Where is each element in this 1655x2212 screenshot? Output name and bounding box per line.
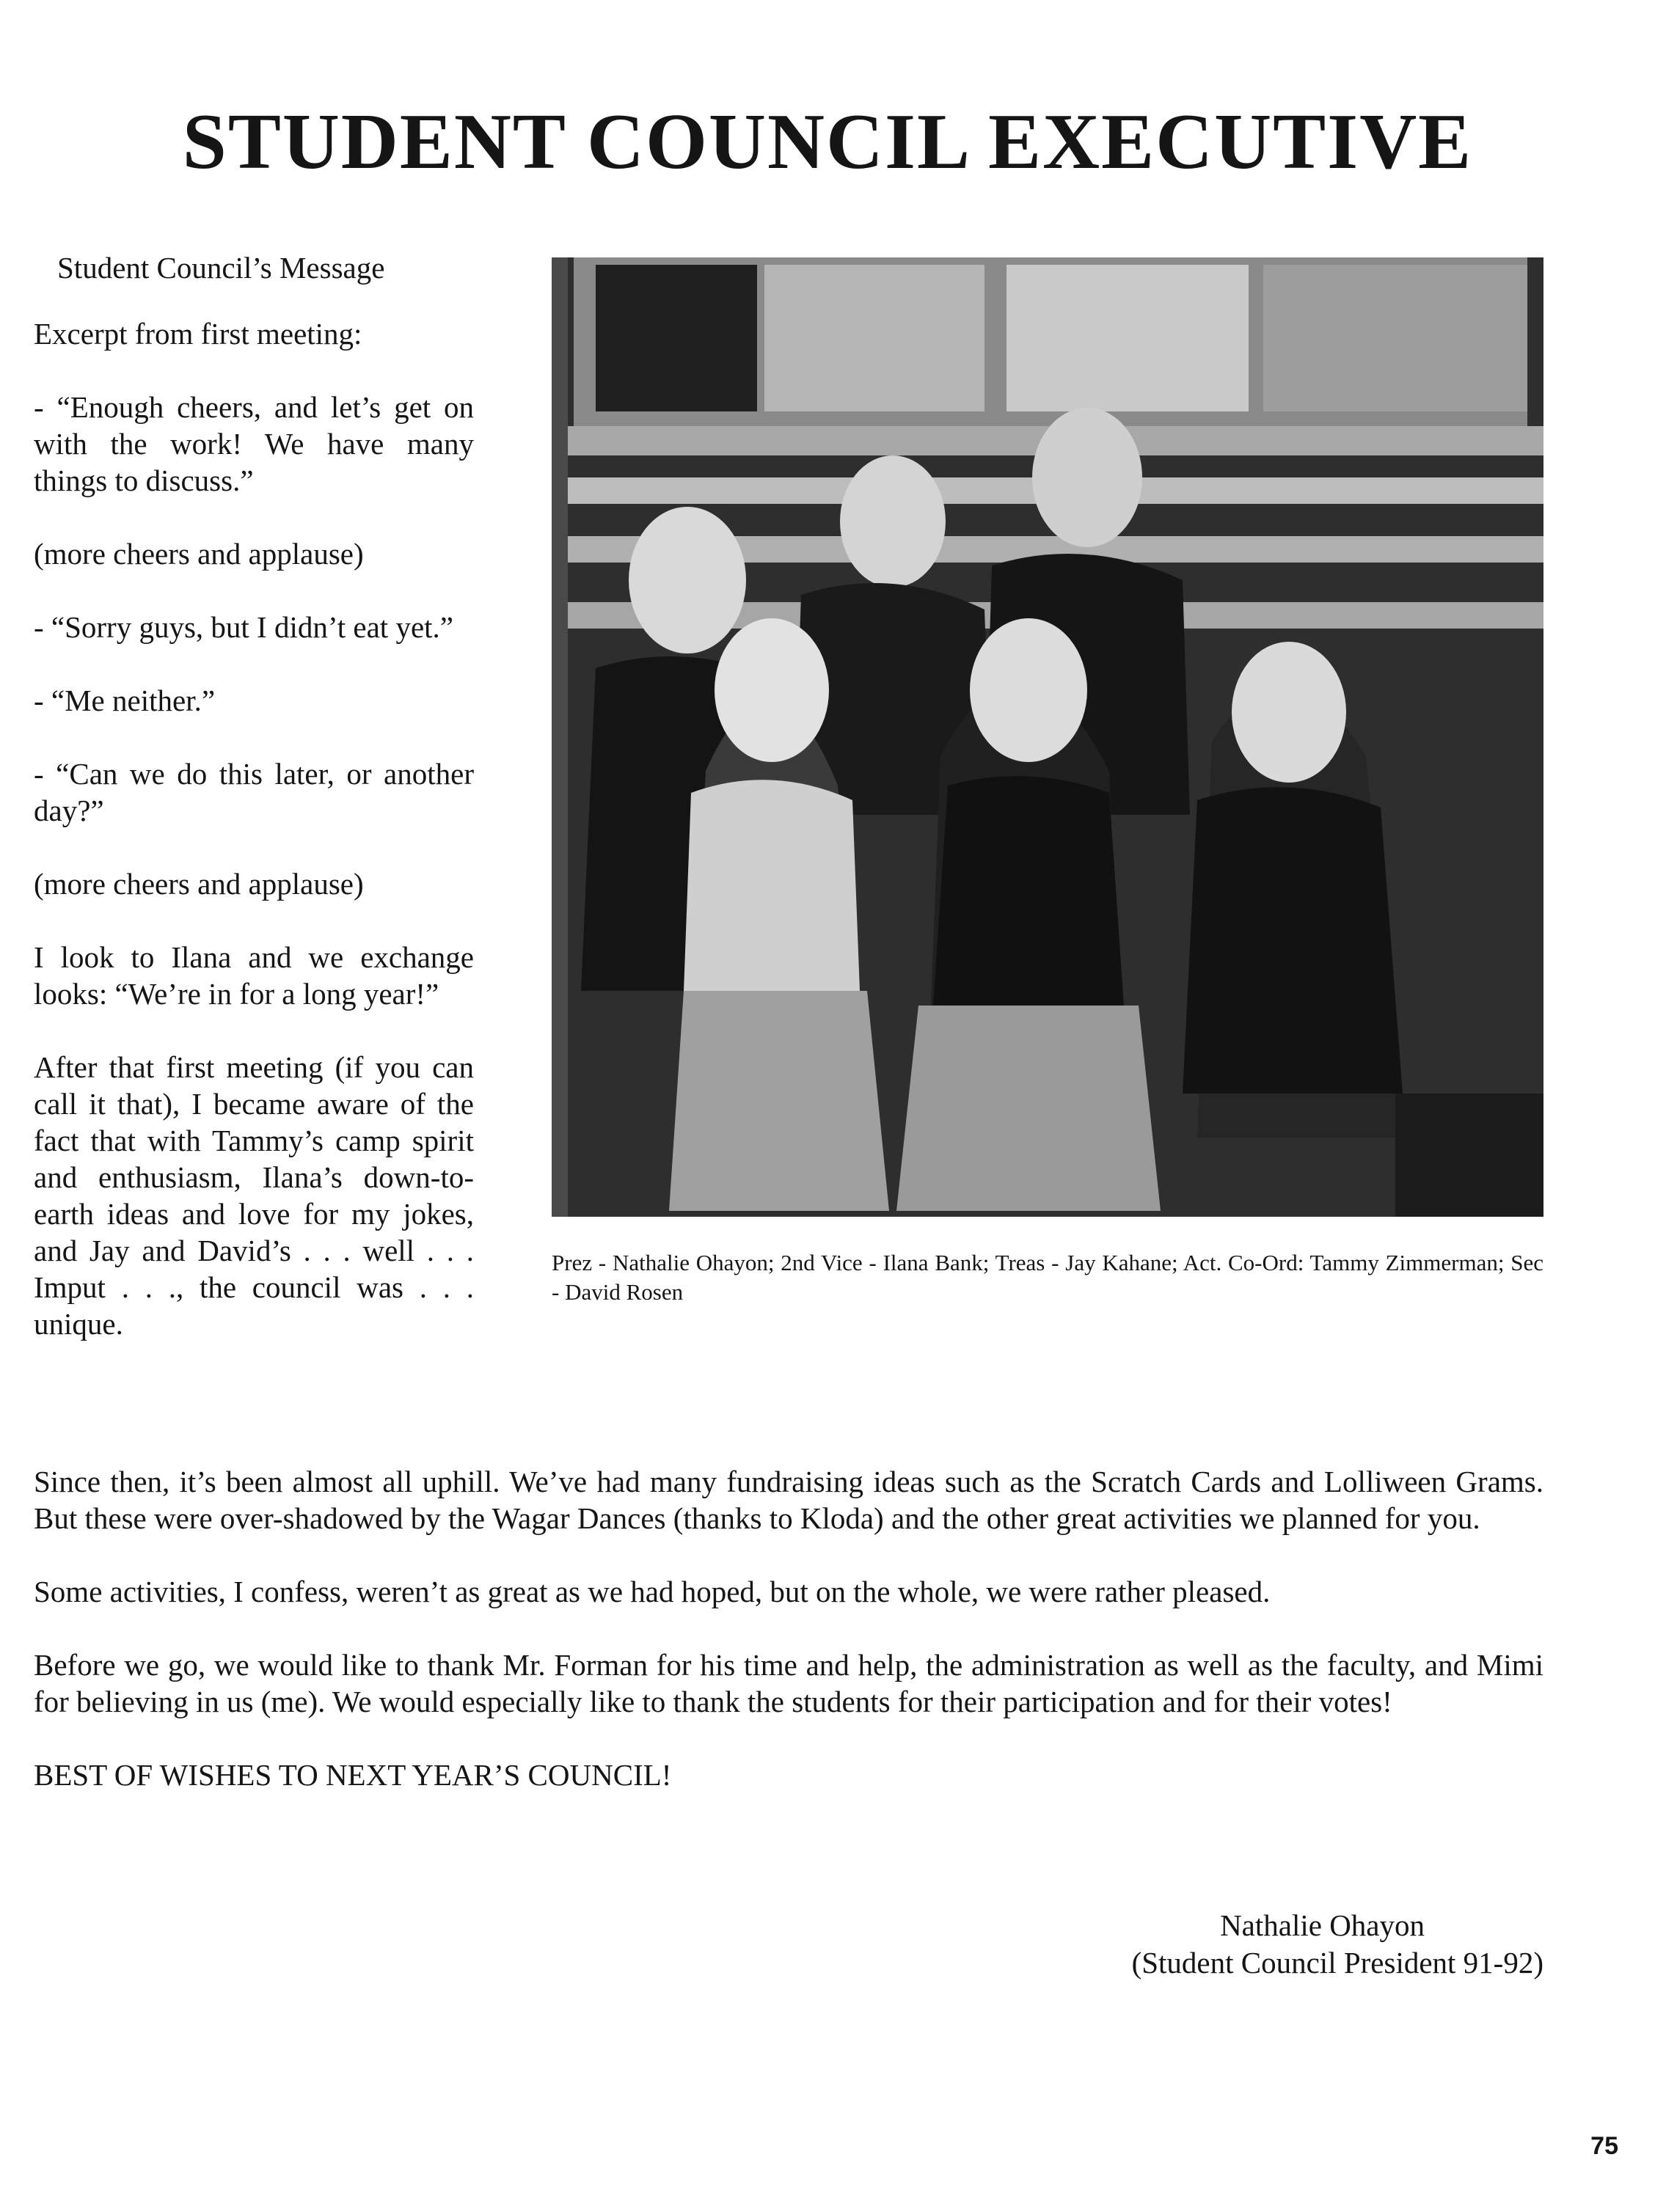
message-paragraph: - “Can we do this later, or another day?” xyxy=(34,757,474,827)
closing-line: BEST OF WISHES TO NEXT YEAR’S COUNCIL! xyxy=(34,1758,672,1792)
message-paragraph: - “Sorry guys, but I didn’t eat yet.” xyxy=(34,610,453,644)
council-message-column xyxy=(34,249,474,1379)
message-paragraph: (more cheers and applause) xyxy=(34,867,364,901)
message-paragraph: After that first meeting (if you can call it that), I became aware of the fact that with Tammy’s camp spirit and enthusiasm, Ilana’s down-to-earth ideas and love for my jokes, and Jay and David’s . . . well . . . Imput . . ., the council was . . . unique. xyxy=(34,1050,474,1341)
message-paragraph: Excerpt from first meeting: xyxy=(34,317,362,351)
message-paragraph: I look to Ilana and we exchange looks: “We’re in for a long year!” xyxy=(34,940,474,1011)
page-title: STUDENT COUNCIL EXECUTIVE xyxy=(182,98,1473,186)
message-body xyxy=(34,1463,1543,1830)
message-paragraph: - “Enough cheers, and let’s get on with the work! We have many things to discuss.” xyxy=(34,390,474,497)
photo-caption: Prez - Nathalie Ohayon; 2nd Vice - Ilana Bank; Treas - Jay Kahane; Act. Co-Ord: Tammy Zimmerman; Sec - David Rosen xyxy=(552,1250,1543,1305)
group-photo-illustration xyxy=(552,257,1543,1217)
signature-name: Nathalie Ohayon xyxy=(1220,1908,1425,1942)
signature-block xyxy=(1132,1907,1543,1982)
message-paragraph: (more cheers and applause) xyxy=(34,537,364,571)
body-paragraph: Before we go, we would like to thank Mr. Forman for his time and help, the administration as well as the faculty, and Mimi for believing in us (me). We would especially like to thank the students for their participation and for their votes! xyxy=(34,1648,1543,1718)
body-paragraph: Since then, it’s been almost all uphill. We’ve had many fundraising ideas such as the Scratch Cards and Lolliween Grams. But these were over-shadowed by the Wagar Dances (thanks to Kloda) and the other great activities we planned for you. xyxy=(34,1465,1543,1535)
signature-role: (Student Council President 91-92) xyxy=(1131,1946,1543,1980)
message-heading: Student Council’s Message xyxy=(57,251,385,285)
group-photo xyxy=(552,257,1543,1217)
body-paragraph: Some activities, I confess, weren’t as great as we had hoped, but on the whole, we were rather pleased. xyxy=(34,1575,1271,1608)
page-number: 75 xyxy=(1590,2132,1618,2160)
message-paragraph: - “Me neither.” xyxy=(34,684,216,717)
